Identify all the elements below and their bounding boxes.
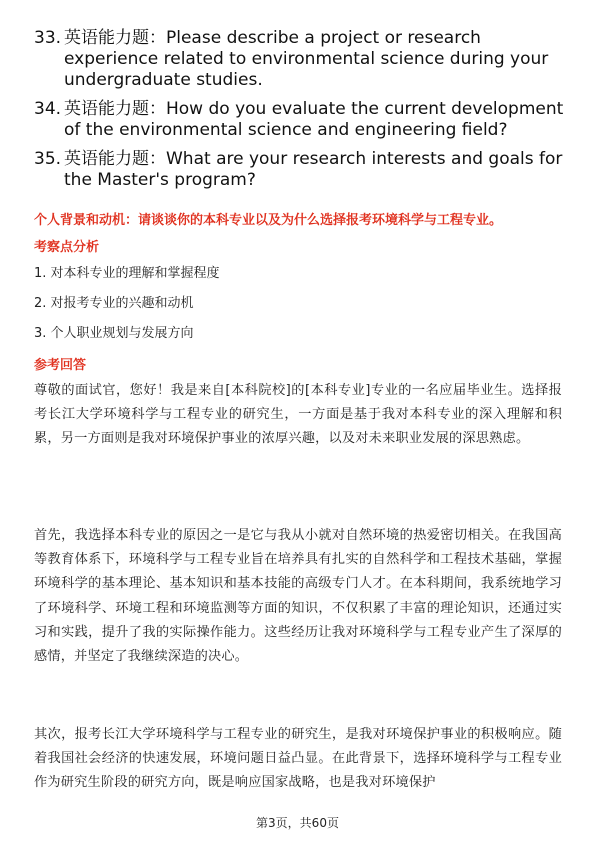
question-text: 英语能力题：How do you evaluate the current development of the environmental science and engineering field? (64, 99, 564, 140)
reference-heading: 参考回答 (34, 358, 87, 373)
analysis-heading: 考察点分析 (34, 240, 100, 255)
answer-paragraph (34, 379, 562, 452)
paragraph-text: 首先，我选择本科专业的原因之一是它与我从小就对自然环境的热爱密切相关。在我国高等教育体系下，环境科学与工程专业旨在培养具有扎实的自然科学和工程技术基础，掌握环境科学的基本理论、基本知识和基本技能的高级专门人才。在本科期间，我系统地学习了环境科学、环境工程和环境监测等方面的知识，不仅积累了丰富的理论知识，还通过实习和实践，提升了我的实际操作能力。这些经历让我对环境科学与工程专业产生了深厚的感情，并坚定了我继续深造的决心。 (34, 528, 562, 665)
analysis-point: 3. 个人职业规划与发展方向 (34, 326, 194, 341)
question-item (34, 149, 564, 191)
reference-heading-block (34, 357, 562, 375)
question-number: 34. (34, 99, 62, 119)
question-item (34, 28, 564, 91)
analysis-point: 2. 对报考专业的兴趣和动机 (34, 296, 194, 311)
page-footer: 第3页，共60页 (256, 816, 339, 830)
question-text: 英语能力题：What are your research interests and goals for the Master's program? (64, 149, 563, 190)
section-title-block (34, 212, 562, 230)
question-text: 英语能力题：Please describe a project or research experience related to environmental science during your undergraduate studies. (64, 28, 549, 90)
question-item (34, 99, 564, 141)
analysis-list (34, 265, 562, 283)
section-title: 个人背景和动机：请谈谈你的本科专业以及为什么选择报考环境科学与工程专业。 (34, 213, 503, 228)
question-list (34, 28, 564, 199)
analysis-heading-block (34, 239, 562, 257)
analysis-list (34, 325, 562, 343)
analysis-list (34, 295, 562, 313)
question-number: 33. (34, 28, 62, 48)
paragraph-text: 其次，报考长江大学环境科学与工程专业的研究生，是我对环境保护事业的积极响应。随着我国社会经济的快速发展，环境问题日益凸显。在此背景下，选择环境科学与工程专业作为研究生阶段的研究方向，既是响应国家战略，也是我对环境保护 (34, 727, 562, 791)
question-number: 35. (34, 149, 62, 169)
analysis-point: 1. 对本科专业的理解和掌握程度 (34, 266, 220, 281)
paragraph-text: 尊敬的面试官，您好！我是来自[本科院校]的[本科专业]专业的一名应届毕业生。选择报考长江大学环境科学与工程专业的研究生，一方面是基于我对本科专业的深入理解和积累，另一方面则是我对环境保护事业的浓厚兴趣，以及对未来职业发展的深思熟虑。 (34, 383, 562, 447)
answer-paragraph (34, 723, 562, 796)
answer-paragraph (34, 524, 562, 669)
